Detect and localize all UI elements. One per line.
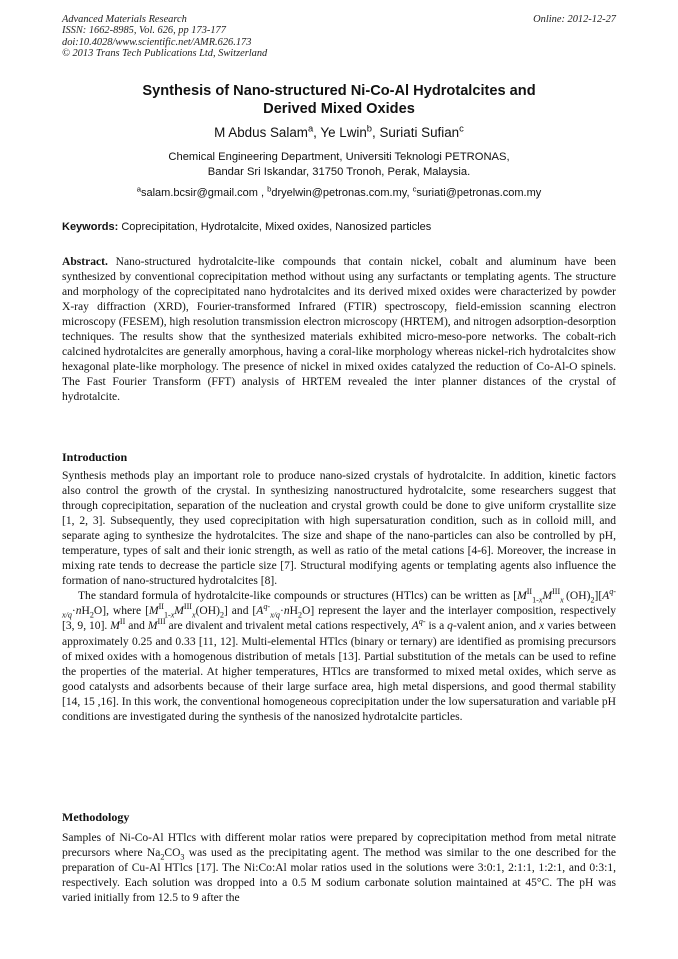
affiliation xyxy=(62,150,616,179)
email-address[interactable]: salam.bcsir@gmail.com xyxy=(141,187,258,199)
email-mark: c xyxy=(412,184,417,194)
email-mark: b xyxy=(267,184,272,194)
author-mark: c xyxy=(459,123,464,134)
affiliation-line-1: Chemical Engineering Department, Universiti Teknologi PETRONAS, xyxy=(168,151,510,163)
email-address[interactable]: suriati@petronas.com.my xyxy=(416,187,542,199)
affiliation-line-2: Bandar Sri Iskandar, 31750 Tronoh, Perak, Malaysia. xyxy=(207,165,471,178)
journal-name: Advanced Materials Research xyxy=(62,14,187,25)
abstract xyxy=(62,255,616,405)
intro-paragraph-2: The standard formula of hydrotalcite-like compounds or structures (HTlcs) can be written as [$M^{II}_{1-x}M^{III}_x$ $(OH)_2][A^{q-}_{x/q}\cdot nH_2O]$, where $[M^{II}_{1-x}M^{III}_x(OH)_2]$ and $[A^{q-}_{x/q}\cdot nH_2O]$ represent the layer and the interlayer composition, respectively [3, 9, 10]. $M^{II}$ and $M^{III}$ are divalent and trivalent metal cations respectively, $A^{q-}$ is a q-valent anion, and x varies between approximately 0.25 and 0.33 [11, 12]. Multi-elemental HTlcs (binary or ternary) are identified as promising precursors of mixed oxides with a homogenous distribution of metals [13]. Partial substitution of the metals can be used to refine the properties of the material. At higher temperatures, HTlcs are transformed to mixed metal oxides, which serve as good catalysts and adsorbents because of their large surface area, high metal dispersions, and good thermal stability [14, 15 ,16]. In this work, the conventional homogeneous coprecipitation under the low supersaturation and variable pH conditions are investigated during the synthesis of the nanosized hydrotalcite particles. xyxy=(62,587,617,723)
issn-line: ISSN: 1662-8985, Vol. 626, pp 173-177 xyxy=(62,25,226,37)
author-name: M Abdus Salam xyxy=(214,125,308,140)
title-line-2: Derived Mixed Oxides xyxy=(263,101,415,117)
copyright-line: © 2013 Trans Tech Publications Ltd, Switzerland xyxy=(62,48,268,60)
doi-line: doi:10.4028/www.scientific.net/AMR.626.173 xyxy=(62,36,252,48)
author-list: M Abdus Salam$^a$, Ye Lwin$^b$, Suriati Sufian$^c$ xyxy=(214,123,464,140)
title-line-1: Synthesis of Nano-structured Ni-Co-Al Hydrotalcites and xyxy=(142,83,536,99)
methodology-heading: Methodology xyxy=(62,810,130,824)
author-mark: b xyxy=(366,123,373,134)
email-list: $^a$salam.bcsir@gmail.com , $^b$dryelwin@petronas.com.my, $^c$suriati@petronas.com.my xyxy=(136,184,542,199)
online-date: Online: 2012-12-27 xyxy=(533,14,616,25)
method-paragraph-1: Samples of Ni-Co-Al HTlcs with different molar ratios were prepared by coprecipitation method from metal nitrate precursors where $Na_2CO_3$ was used as the precipitating agent. The method was similar to the one described for the preparation of Cu-Al HTlcs [17]. The Ni:Co:Al molar ratios used in the solutions were 3:0:1, 2:1:1, 1:2:1, and 0:3:1, respectively. Each solution was dropped into a 0.5 M sodium carbonate solution maintained at 45°C. The pH was varied initially from 12.5 to 9 after the xyxy=(62,832,616,905)
author-mark: a xyxy=(307,123,314,134)
keywords xyxy=(62,220,616,234)
abstract-label: Abstract. xyxy=(62,256,108,268)
author-name: Suriati Sufian xyxy=(379,125,460,140)
email-address[interactable]: dryelwin@petronas.com.my xyxy=(271,187,407,199)
methodology-body xyxy=(62,831,616,906)
introduction-heading: Introduction xyxy=(62,450,128,464)
email-mark: a xyxy=(136,184,141,194)
keywords-text: Coprecipitation, Hydrotalcite, Mixed oxides, Nanosized particles xyxy=(121,221,432,233)
keywords-label: Keywords: xyxy=(62,221,119,233)
author-name: Ye Lwin xyxy=(320,125,367,140)
abstract-text: Nano-structured hydrotalcite-like compounds that contain nickel, cobalt and aluminum have been synthesized by conventional coprecipitation method without using any surfactants or templating agents. The structure and morphology of the coprecipitated nano hydrotalcites and its derived mixed oxides were characterized by powder X-ray diffraction (XRD), Fourier-transformed Infrared (FTIR) spectroscopy, field-emission scanning electron microscopy (FESEM), high resolution transmission electron microscopy (HRTEM), and nitrogen adsorption-desorption techniques. The results show that the synthesized materials exhibited micro-meso-pore networks. The cobalt-rich calcined hydrotalcites are generally amorphous, having a coral-like morphology whereas nickel-rich hydrotalcites show hexagonal plate-like morphology. The presence of nickel in mixed oxides catalyzed the reduction of Co-Al-O spinels. The Fast Fourier Transform (FFT) analysis of HRTEM revealed the inter planner distances of the crystal of hydrotalcite. xyxy=(62,256,616,404)
paper-title xyxy=(62,82,616,118)
publication-header xyxy=(62,14,616,60)
introduction-body xyxy=(62,469,616,725)
intro-paragraph-1: Synthesis methods play an important role to produce nano-sized crystals of hydrotalcite. In addition, kinetic factors also control the growth of the crystal. In synthesizing nanostructured hydrotalcite, some researchers suggest that through coprecipitation, separation of the nucleation and crystal growth could be done to give uniform crystallite size [1, 2, 3]. Subsequently, they used coprecipitation with high supersaturation condition, such as in colloid mill, and separate aging to synthesize the hydrotalcites. The size and shape of the nano-particles can also be controlled by pH, temperature, types of salt and their ionic strength, as well as ratio of the metal cations [4-6]. Moreover, the increase in mixing rate tends to decrease the particle size [7]. Structural modifying agents or templating agents also influence the formation of nano-structured hydrotalcites [8]. xyxy=(62,470,616,588)
